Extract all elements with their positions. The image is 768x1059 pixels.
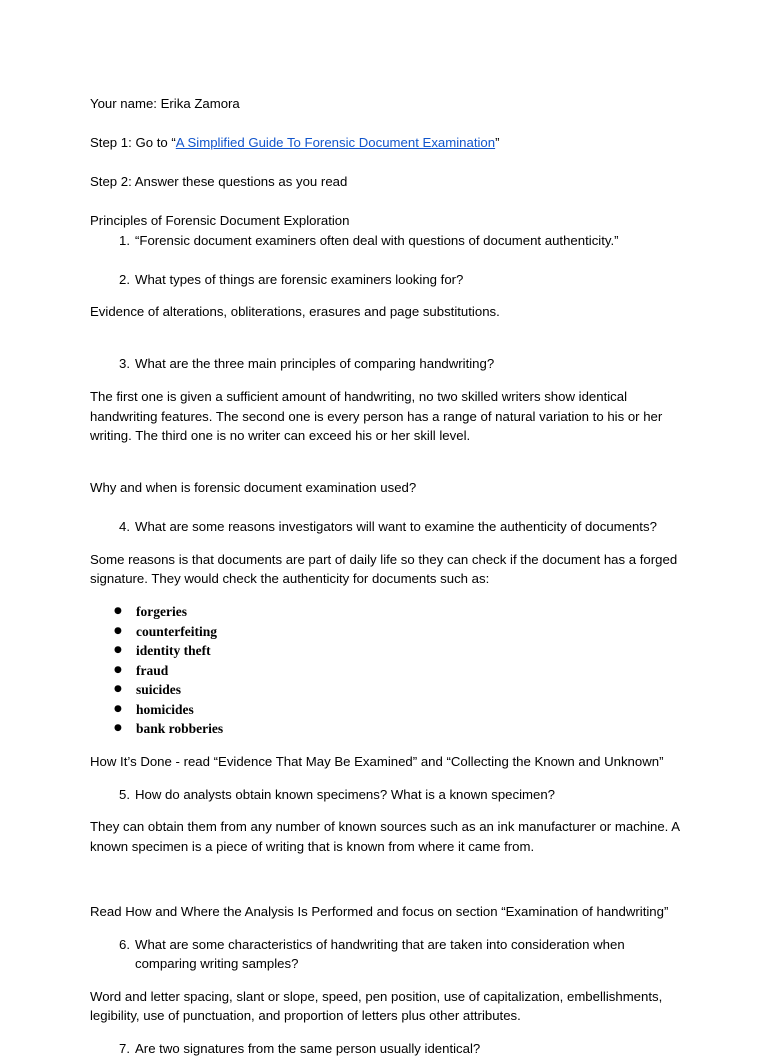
question-5 [90,785,680,805]
how-done-heading: How It’s Done - read “Evidence That May Be Examined” and “Collecting the Known and Unknown” [90,753,664,769]
step1-line [90,133,680,153]
name-line: Your name: Erika Zamora [90,96,240,111]
question-number: 6. [119,936,130,952]
bullet-icon: ● [114,684,122,695]
question-number: 2. [119,271,130,287]
bullet-icon: ● [114,723,122,734]
answer-2: Evidence of alterations, obliterations, erasures and page substitutions. [90,304,500,320]
bullet-icon: ● [114,625,122,636]
guide-link[interactable]: A Simplified Guide To Forensic Document Examination [175,135,496,150]
question-text: Are two signatures from the same person usually identical? [135,1041,481,1057]
question-3 [90,354,680,374]
answer-5: They can obtain them from any number of known sources such as an ink manufacturer or machine. A known specimen is a piece of writing that is known from where it came from. [90,819,680,854]
document-page [90,94,680,1059]
question-number: 7. [119,1041,130,1057]
question-text: What are the three main principles of comparing handwriting? [135,356,495,372]
answer-4: Some reasons is that documents are part of daily life so they can check if the document has a forged signature. They would check the authenticity for documents such as: [90,551,678,587]
list-item: ● forgeries [90,602,680,622]
question-1 [90,231,680,251]
question-text: “Forensic document examiners often deal with questions of document authenticity.” [135,232,619,248]
principles-heading: Principles of Forensic Document Exploration [90,213,350,228]
question-text: What are some reasons investigators will want to examine the authenticity of documents? [135,519,657,535]
question-number: 4. [119,519,130,535]
bullet-icon: ● [114,664,122,675]
step2-line: Step 2: Answer these questions as you read [90,174,348,189]
bullet-icon: ● [114,703,122,714]
bullet-icon: ● [114,645,122,656]
why-when-heading: Why and when is forensic document examination used? [90,480,417,496]
analysis-heading: Read How and Where the Analysis Is Performed and focus on section “Examination of handwriting” [90,904,669,920]
list-item: ● bank robberies [90,719,680,739]
answer-6: Word and letter spacing, slant or slope, speed, pen position, use of capitalization, embellishments, legibility, use of punctuation, and proportion of letters plus other attributes. [90,988,663,1024]
list-item: ● identity theft [90,641,680,661]
question-4 [90,517,680,537]
document-types-list [90,602,680,739]
list-item: ● suicides [90,680,680,700]
list-item: ● homicides [90,700,680,720]
step1-suffix: ” [495,135,500,150]
question-number: 1. [119,232,130,248]
bullet-icon: ● [114,606,122,617]
question-7 [90,1039,680,1059]
answer-3: The first one is given a sufficient amount of handwriting, no two skilled writers show identical handwriting features. The second one is every person has a range of natural variation to his or her writing. The third one is no writer can exceed his or her skill level. [90,389,663,444]
question-number: 3. [119,356,130,372]
step1-prefix: Step 1: Go to “ [90,135,176,150]
question-2 [90,270,680,290]
question-text: What types of things are forensic examiners looking for? [135,271,464,287]
question-number: 5. [119,786,130,802]
question-text: How do analysts obtain known specimens? What is a known specimen? [135,786,556,802]
question-text: What are some characteristics of handwriting that are taken into consideration when comparing writing samples? [135,936,625,972]
question-6 [90,935,680,974]
list-item: ● fraud [90,661,680,681]
list-item: ● counterfeiting [90,622,680,642]
